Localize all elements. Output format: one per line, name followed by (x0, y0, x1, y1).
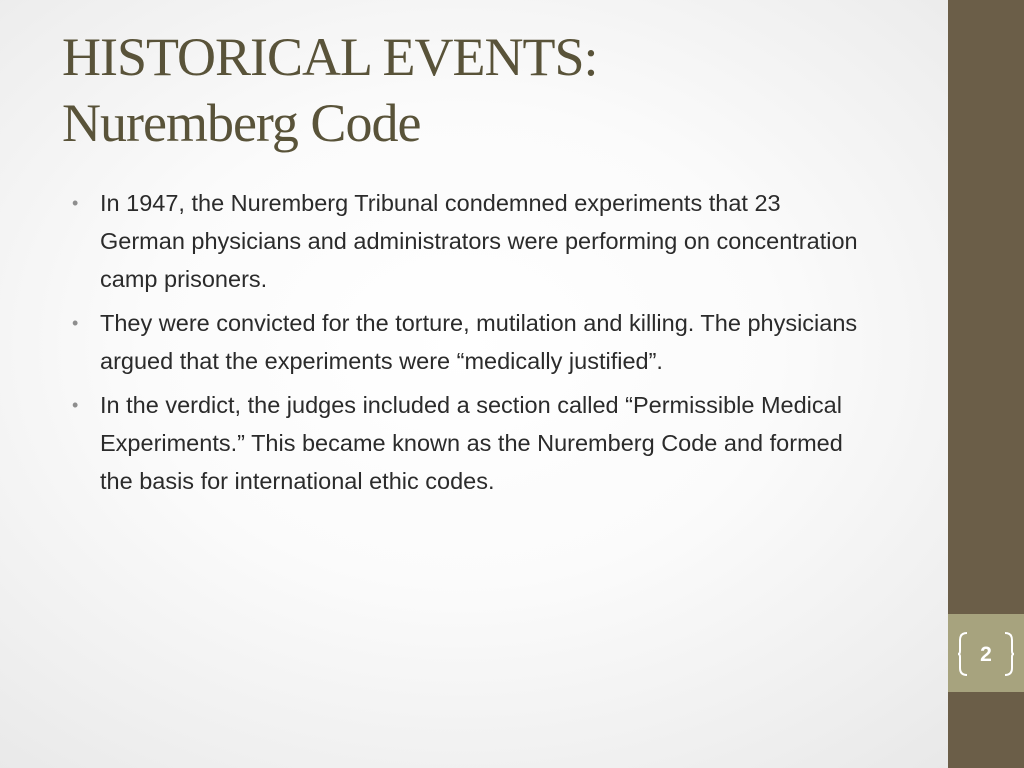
title-line-1: HISTORICAL EVENTS: (62, 27, 598, 87)
bullet-item (72, 184, 872, 298)
page-number: 2 (980, 643, 992, 666)
bullet-list (72, 184, 872, 506)
bullet-dot-icon: • (72, 395, 79, 415)
bullet-item (72, 304, 872, 380)
bullet-item (72, 386, 872, 500)
bullet-dot-icon: • (72, 193, 79, 213)
bullet-text: They were convicted for the torture, mutilation and killing. The physicians argued that the experiments were “medically justified”. (100, 310, 858, 374)
bullet-text: In 1947, the Nuremberg Tribunal condemned experiments that 23 German physicians and administrators were performing on concentration camp prisoners. (100, 190, 858, 292)
bullet-dot-icon: • (72, 313, 79, 333)
slide-title (62, 24, 922, 156)
title-line-2: Nuremberg Code (62, 93, 421, 153)
bullet-text: In the verdict, the judges included a section called “Permissible Medical Experiments.” This became known as the Nuremberg Code and formed the basis for international ethic codes. (100, 392, 843, 494)
